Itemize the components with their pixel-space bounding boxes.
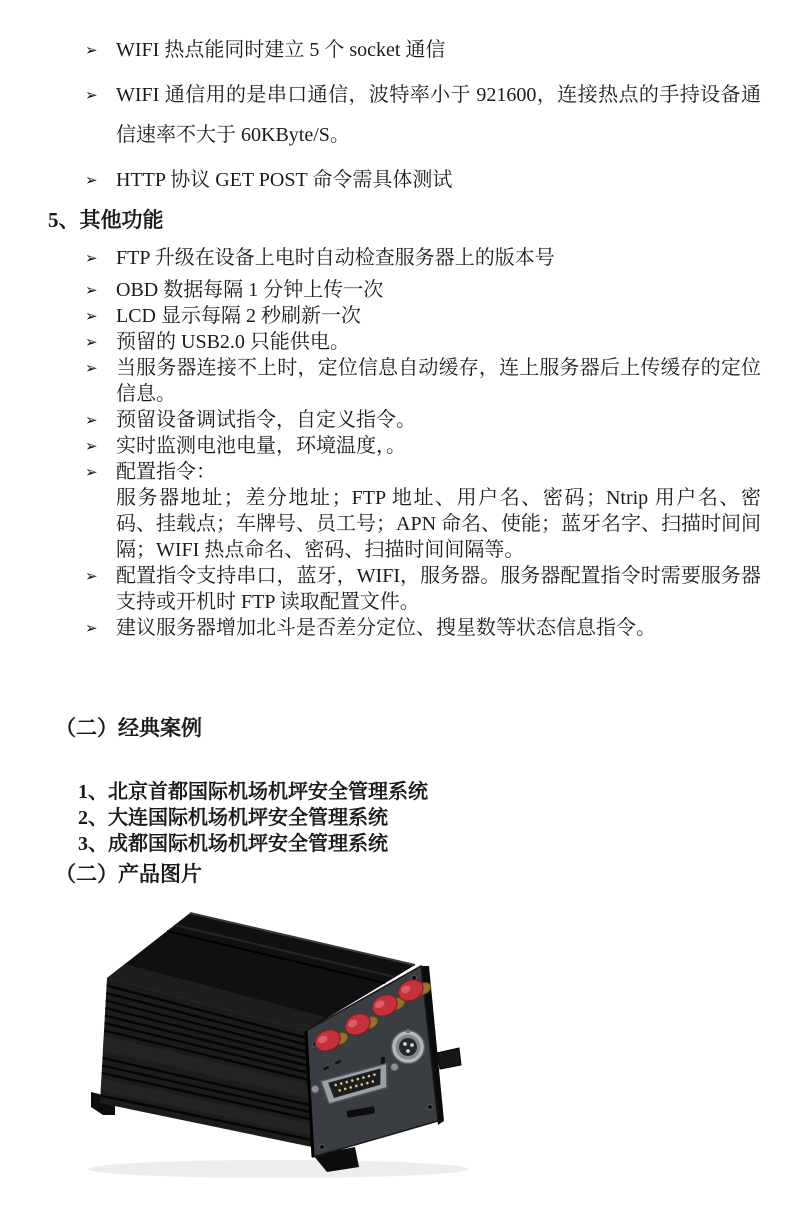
arrow-bullet-icon: ➢ xyxy=(85,41,98,59)
bullet-text: 预留的 USB2.0 只能供电。 xyxy=(116,331,350,353)
arrow-bullet-icon: ➢ xyxy=(85,619,98,637)
bullet-text: WIFI 通信用的是串口通信，波特率小于 921600，连接热点的手持设备通信速率不大于 60KByte/S。 xyxy=(116,84,761,146)
arrow-bullet-icon: ➢ xyxy=(85,333,98,351)
mounting-foot xyxy=(437,1048,461,1069)
bullet-text: 配置指令支持串口，蓝牙，WIFI，服务器。服务器配置指令时需要服务器支持或开机时 FTP 读取配置文件。 xyxy=(116,565,761,613)
case-item: 3、成都国际机场机坪安全管理系统 xyxy=(78,833,388,855)
bullet-text: OBD 数据每隔 1 分钟上传一次 xyxy=(116,279,384,301)
bullet-text: HTTP 协议 GET POST 命令需具体测试 xyxy=(116,169,453,191)
case-item: 1、北京首都国际机场机坪安全管理系统 xyxy=(78,781,428,803)
list-item xyxy=(85,459,761,563)
arrow-bullet-icon: ➢ xyxy=(85,281,98,299)
list-item xyxy=(85,75,761,155)
bullet-text: 当服务器连接不上时，定位信息自动缓存，连上服务器后上传缓存的定位信息。 xyxy=(116,357,761,405)
list-item xyxy=(85,329,761,355)
arrow-bullet-icon: ➢ xyxy=(85,567,98,585)
section-heading-other-functions: 5、其他功能 xyxy=(48,208,164,232)
arrow-bullet-icon: ➢ xyxy=(85,86,98,104)
bullet-detail-text: 服务器地址；差分地址；FTP 地址、用户名、密码；Ntrip 用户名、密码、挂载点；车牌号、员工号；APN 命名、使能；蓝牙名字、扫描时间间隔；WIFI 热点命名、密码、扫描时间间隔等。 xyxy=(116,487,762,561)
bullet-text: FTP 升级在设备上电时自动检查服务器上的版本号 xyxy=(116,247,555,269)
document-page xyxy=(0,30,800,1211)
arrow-bullet-icon: ➢ xyxy=(85,437,98,455)
case-item: 2、大连国际机场机坪安全管理系统 xyxy=(78,807,388,829)
bullet-text: 预留设备调试指令，自定义指令。 xyxy=(116,409,416,431)
arrow-bullet-icon: ➢ xyxy=(85,411,98,429)
list-item xyxy=(85,563,761,615)
list-item xyxy=(85,30,761,70)
section-heading-classic-cases: （二）经典案例 xyxy=(55,716,202,740)
bullet-text: 配置指令： xyxy=(116,461,216,483)
arrow-bullet-icon: ➢ xyxy=(85,171,98,189)
list-item xyxy=(85,407,761,433)
list-item xyxy=(85,355,761,407)
list-item xyxy=(85,245,761,271)
arrow-bullet-icon: ➢ xyxy=(85,307,98,325)
bullet-text: LCD 显示每隔 2 秒刷新一次 xyxy=(116,305,361,327)
arrow-bullet-icon: ➢ xyxy=(85,463,98,481)
bullet-text: 建议服务器增加北斗是否差分定位、搜星数等状态信息指令。 xyxy=(116,617,656,639)
list-item xyxy=(85,160,761,200)
section-heading-product-pictures: （二）产品图片 xyxy=(55,862,202,886)
list-item xyxy=(85,433,761,459)
photo-shadow xyxy=(88,1160,468,1178)
case-list xyxy=(78,779,800,857)
product-photo xyxy=(63,907,523,1185)
list-item xyxy=(85,303,761,329)
bullet-text: WIFI 热点能同时建立 5 个 socket 通信 xyxy=(116,39,446,61)
list-item xyxy=(85,615,761,641)
feature-bullet-list xyxy=(85,245,761,641)
arrow-bullet-icon: ➢ xyxy=(85,359,98,377)
intro-bullet-list xyxy=(85,30,761,200)
arrow-bullet-icon: ➢ xyxy=(85,249,98,267)
bullet-text: 实时监测电池电量，环境温度，。 xyxy=(116,435,406,457)
list-item xyxy=(85,277,761,303)
